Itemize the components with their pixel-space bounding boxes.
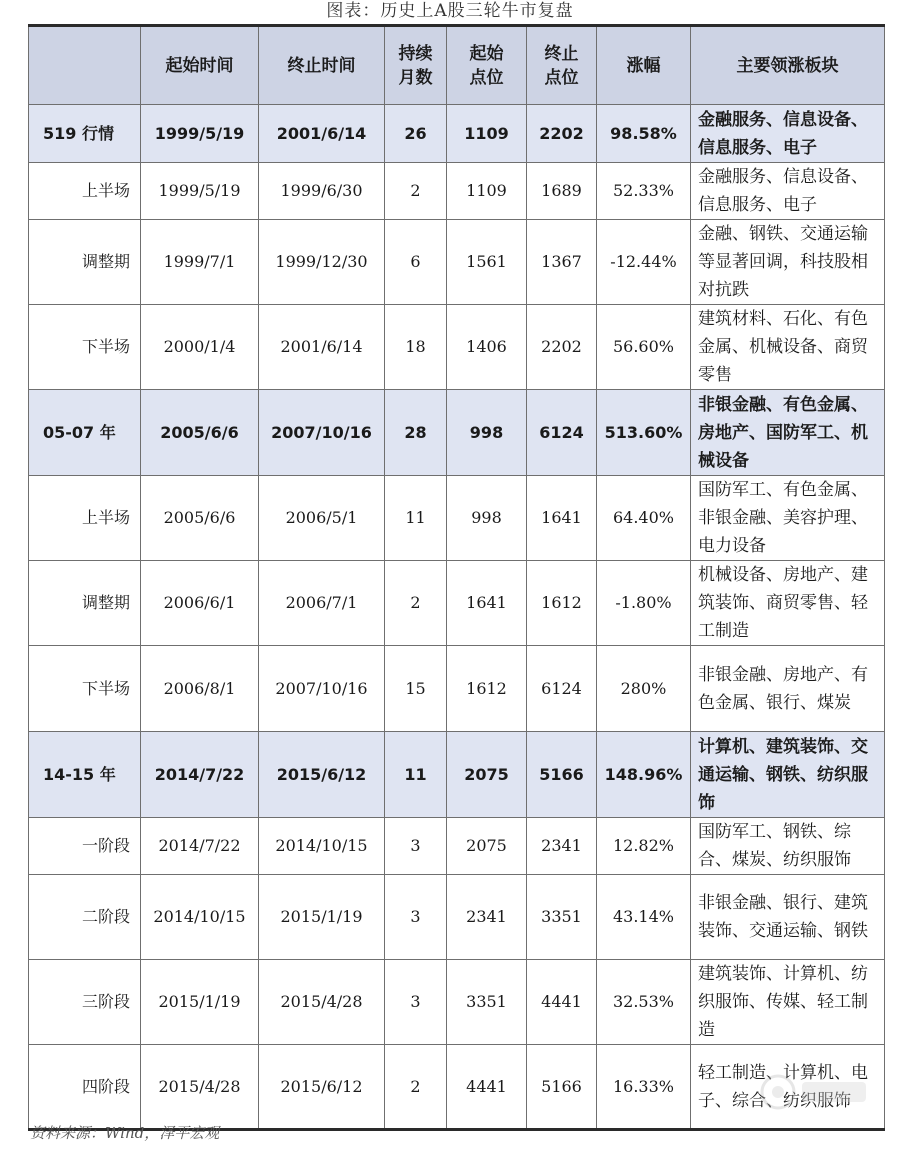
cell-sectors: 国防军工、有色金属、非银金融、美容护理、电力设备	[691, 476, 885, 561]
table-caption: 图表：历史上A股三轮牛市复盘	[326, 1, 574, 21]
cell-gain: 513.60%	[597, 390, 691, 476]
cell-start-point: 2075	[447, 818, 527, 875]
cell-gain: 56.60%	[597, 305, 691, 390]
cell-end-date: 1999/6/30	[259, 163, 385, 220]
cell-end-point: 6124	[527, 390, 597, 476]
cell-gain: 52.33%	[597, 163, 691, 220]
cell-start-point: 1109	[447, 163, 527, 220]
cell-months: 26	[385, 105, 447, 163]
table-row	[29, 646, 885, 732]
cell-start-point: 2075	[447, 732, 527, 818]
cell-months: 3	[385, 818, 447, 875]
cell-start-date: 2005/6/6	[141, 390, 259, 476]
cell-end-point: 2341	[527, 818, 597, 875]
table-row	[29, 305, 885, 390]
cell-gain: 98.58%	[597, 105, 691, 163]
cell-name: 14-15 年	[29, 732, 141, 818]
header-start-point-line2: 点位	[469, 67, 504, 88]
cell-end-date: 2015/6/12	[259, 1045, 385, 1130]
cell-sectors: 非银金融、房地产、有色金属、银行、煤炭	[691, 646, 885, 732]
cell-months: 11	[385, 476, 447, 561]
cell-sectors: 计算机、建筑装饰、交通运输、钢铁、纺织服饰	[691, 732, 885, 818]
cell-end-date: 2007/10/16	[259, 390, 385, 476]
cell-sectors: 轻工制造、计算机、电子、综合、纺织服饰	[691, 1045, 885, 1130]
cell-gain: 43.14%	[597, 875, 691, 960]
cell-start-point: 998	[447, 476, 527, 561]
cell-sectors: 国防军工、钢铁、综合、煤炭、纺织服饰	[691, 818, 885, 875]
cell-gain: 148.96%	[597, 732, 691, 818]
header-gain: 涨幅	[597, 26, 691, 105]
cell-gain: 16.33%	[597, 1045, 691, 1130]
cell-end-point: 3351	[527, 875, 597, 960]
cell-end-point: 4441	[527, 960, 597, 1045]
cell-months: 11	[385, 732, 447, 818]
cell-name: 519 行情	[29, 105, 141, 163]
header-name	[29, 26, 141, 105]
cell-end-point: 5166	[527, 1045, 597, 1130]
header-months-line2: 月数	[398, 67, 433, 88]
cell-start-date: 2015/1/19	[141, 960, 259, 1045]
cell-sectors: 非银金融、有色金属、房地产、国防军工、机械设备	[691, 390, 885, 476]
cell-gain: 280%	[597, 646, 691, 732]
header-start-point	[447, 26, 527, 105]
cell-name: 上半场	[29, 163, 141, 220]
table-row	[29, 960, 885, 1045]
table-row	[29, 163, 885, 220]
cell-start-date: 2014/10/15	[141, 875, 259, 960]
header-months	[385, 26, 447, 105]
cell-months: 6	[385, 220, 447, 305]
source-note: 资料来源：Wind，泽平宏观	[30, 1124, 220, 1142]
cell-sectors: 金融服务、信息设备、信息服务、电子	[691, 163, 885, 220]
cell-end-point: 1641	[527, 476, 597, 561]
cell-end-date: 2001/6/14	[259, 105, 385, 163]
header-end-point-line2: 点位	[544, 67, 579, 88]
cell-end-date: 2014/10/15	[259, 818, 385, 875]
cell-name: 调整期	[29, 561, 141, 646]
cell-sectors: 建筑材料、石化、有色金属、机械设备、商贸零售	[691, 305, 885, 390]
table-row	[29, 818, 885, 875]
cell-end-point: 1689	[527, 163, 597, 220]
cell-months: 28	[385, 390, 447, 476]
cell-start-point: 1612	[447, 646, 527, 732]
bull-market-table	[28, 24, 885, 1131]
cell-name: 下半场	[29, 646, 141, 732]
cell-start-point: 3351	[447, 960, 527, 1045]
table-row	[29, 875, 885, 960]
cell-name: 05-07 年	[29, 390, 141, 476]
cell-gain: -1.80%	[597, 561, 691, 646]
cell-start-date: 2006/8/1	[141, 646, 259, 732]
cell-start-point: 4441	[447, 1045, 527, 1130]
cell-name: 上半场	[29, 476, 141, 561]
table-row	[29, 1045, 885, 1130]
cell-start-date: 2014/7/22	[141, 732, 259, 818]
table-row	[29, 220, 885, 305]
header-start-date: 起始时间	[141, 26, 259, 105]
cell-end-date: 2006/5/1	[259, 476, 385, 561]
cell-end-date: 2015/4/28	[259, 960, 385, 1045]
cell-months: 15	[385, 646, 447, 732]
cell-gain: 12.82%	[597, 818, 691, 875]
header-sectors: 主要领涨板块	[691, 26, 885, 105]
cell-sectors: 金融、钢铁、交通运输等显著回调，科技股相对抗跌	[691, 220, 885, 305]
cell-sectors: 非银金融、银行、建筑装饰、交通运输、钢铁	[691, 875, 885, 960]
cell-end-date: 2015/1/19	[259, 875, 385, 960]
cell-name: 下半场	[29, 305, 141, 390]
cell-start-date: 2005/6/6	[141, 476, 259, 561]
cell-sectors: 机械设备、房地产、建筑装饰、商贸零售、轻工制造	[691, 561, 885, 646]
table-row	[29, 561, 885, 646]
cell-end-date: 2001/6/14	[259, 305, 385, 390]
cell-months: 3	[385, 875, 447, 960]
cell-months: 18	[385, 305, 447, 390]
cell-start-point: 2341	[447, 875, 527, 960]
cell-name: 一阶段	[29, 818, 141, 875]
cell-end-date: 2006/7/1	[259, 561, 385, 646]
cell-start-date: 2015/4/28	[141, 1045, 259, 1130]
table-body	[29, 105, 885, 1130]
cell-sectors: 金融服务、信息设备、信息服务、电子	[691, 105, 885, 163]
cell-start-date: 1999/7/1	[141, 220, 259, 305]
cell-start-date: 1999/5/19	[141, 105, 259, 163]
cell-name: 调整期	[29, 220, 141, 305]
table-row-major	[29, 105, 885, 163]
cell-name: 三阶段	[29, 960, 141, 1045]
header-end-date: 终止时间	[259, 26, 385, 105]
cell-end-point: 2202	[527, 105, 597, 163]
cell-end-date: 2015/6/12	[259, 732, 385, 818]
cell-gain: 64.40%	[597, 476, 691, 561]
table-row	[29, 476, 885, 561]
cell-end-point: 5166	[527, 732, 597, 818]
cell-sectors: 建筑装饰、计算机、纺织服饰、传媒、轻工制造	[691, 960, 885, 1045]
cell-end-point: 6124	[527, 646, 597, 732]
cell-start-date: 1999/5/19	[141, 163, 259, 220]
cell-months: 2	[385, 163, 447, 220]
cell-end-point: 2202	[527, 305, 597, 390]
cell-months: 3	[385, 960, 447, 1045]
table-row-major	[29, 390, 885, 476]
cell-start-point: 1406	[447, 305, 527, 390]
cell-start-date: 2006/6/1	[141, 561, 259, 646]
cell-months: 2	[385, 1045, 447, 1130]
cell-name: 四阶段	[29, 1045, 141, 1130]
cell-start-date: 2000/1/4	[141, 305, 259, 390]
header-end-point-line1: 终止	[544, 43, 579, 64]
cell-end-point: 1367	[527, 220, 597, 305]
cell-start-date: 2014/7/22	[141, 818, 259, 875]
header-months-line1: 持续	[398, 43, 433, 64]
cell-start-point: 1109	[447, 105, 527, 163]
cell-gain: 32.53%	[597, 960, 691, 1045]
cell-start-point: 1561	[447, 220, 527, 305]
cell-start-point: 1641	[447, 561, 527, 646]
header-end-point	[527, 26, 597, 105]
cell-end-date: 1999/12/30	[259, 220, 385, 305]
cell-months: 2	[385, 561, 447, 646]
header-start-point-line1: 起始	[469, 43, 504, 64]
cell-name: 二阶段	[29, 875, 141, 960]
cell-end-date: 2007/10/16	[259, 646, 385, 732]
table-row-major	[29, 732, 885, 818]
header-row	[29, 26, 885, 105]
cell-start-point: 998	[447, 390, 527, 476]
cell-gain: -12.44%	[597, 220, 691, 305]
cell-end-point: 1612	[527, 561, 597, 646]
